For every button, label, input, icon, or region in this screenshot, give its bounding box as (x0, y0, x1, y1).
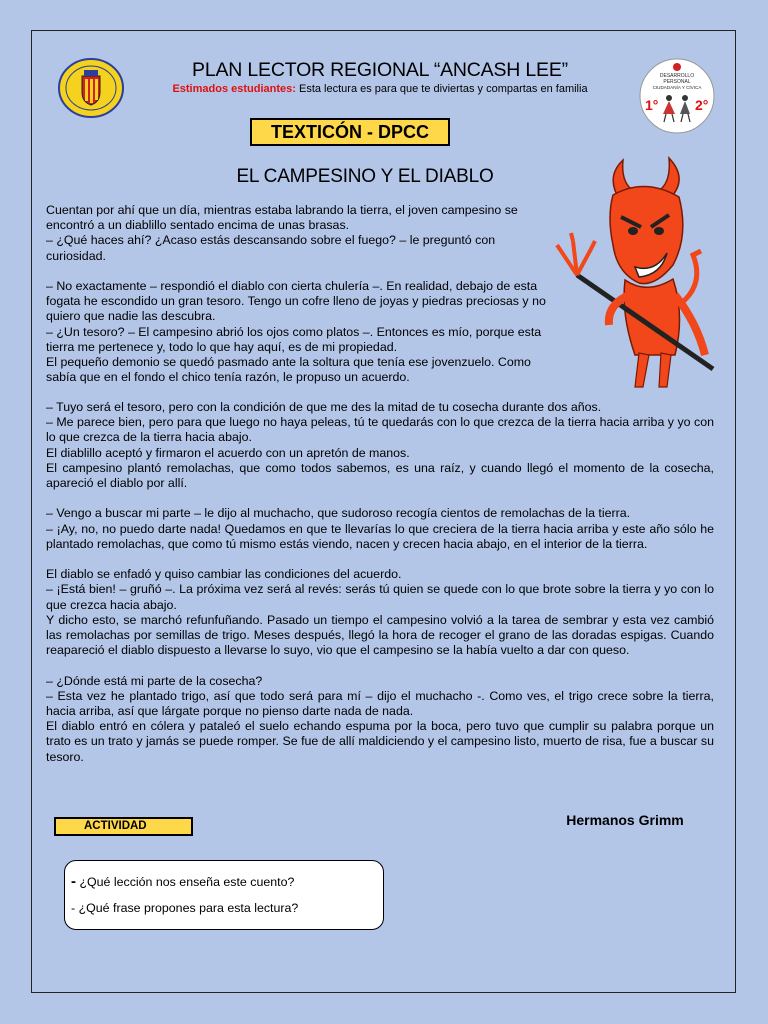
story-paragraph: – Esta vez he plantado trigo, así que todo será para mí – dijo el muchacho -. Como ves, el trigo crece sobre la tierra, hacia arriba, así que lárgate porque no pienso darte nada de nada. (46, 688, 714, 719)
devil-with-pitchfork-icon (555, 155, 720, 400)
svg-text:1°: 1° (645, 97, 659, 113)
story-paragraph: – Tuyo será el tesoro, pero con la condición de que me des la mitad de tu cosecha durante dos años. (46, 400, 602, 414)
program-subtitle (130, 83, 630, 95)
svg-text:2°: 2° (695, 97, 709, 113)
story-paragraph: – ¡Ay, no, no puedo darte nada! Quedamos en que te llevarías lo que creciera de la tierra hacia arriba y este año sólo he plantado remolachas, que como tú mismo estás viendo, nacen y crecen hacia abajo, en el interior de la tierra. (46, 521, 714, 551)
story-paragraph: – Me parece bien, pero para que luego no haya peleas, tú te quedarás con lo que crezca de la tierra hacia arriba y yo con lo que crezca de la tierra hacia abajo. (46, 415, 714, 445)
story-paragraph: El campesino plantó remolachas, que como todos sabemos, es una raíz, y cuando llegó el momento de la cosecha, apareció el diablo por allí. (46, 460, 714, 491)
subtitle-text: Esta lectura es para que te diviertas y compartas en familia (295, 83, 588, 95)
story-paragraph: – ¿Un tesoro? – El campesino abrió los ojos como platos –. Entonces es mío, porque esta tierra me pertenece y, todo lo que hay aquí, es de mi propiedad. (46, 324, 542, 354)
svg-text:CIUDADANÍA Y CÍVICA: CIUDADANÍA Y CÍVICA (652, 85, 702, 90)
civics-dancers-icon (636, 58, 718, 134)
story-paragraph: – Vengo a buscar mi parte – le dijo al muchacho, que sudoroso recogía cientos de remolachas de la tierra. (46, 506, 631, 521)
svg-text:PERSONAL: PERSONAL (663, 79, 691, 85)
story-paragraph: – ¿Dónde está mi parte de la cosecha? (46, 673, 263, 688)
story-paragraph: – No exactamente – respondió el diablo con cierta chulería –. En realidad, debajo de esta fogata he escondido un gran tesoro. Tengo un cofre lleno de joyas y piedras preciosas y no quiero que nadie las descubra. (46, 279, 546, 324)
story-paragraph: Y dicho esto, se marchó refunfuñando. Pasado un tiempo el campesino volvió a la tarea de sembrar y esta vez cambió las remolachas por semillas de trigo. Meses después, llegó la hora de recoger el grano de las doradas espigas. Cuando reapareció el diablo dispuesto a llevarse lo suyo, vio que el campesino se la había vuelto a dar con queso. (46, 612, 714, 658)
story-paragraph: Cuentan por ahí que un día, mientras estaba labrando la tierra, el joven campesino se encontró a un diablillo sentado encima de unas brasas. (46, 203, 518, 233)
texticon-badge: TEXTICÓN - DPCC (250, 118, 450, 146)
story-paragraph: El pequeño demonio se quedó pasmado ante la soltura que tenía ese jovenzuelo. Como sabía que en el fondo el chico tenía razón, le propuso un acuerdo. (46, 355, 531, 385)
question-1 (71, 873, 294, 890)
question-1-text: ¿Qué lección nos enseña este cuento? (76, 875, 295, 889)
story-paragraph: El diablo se enfadó y quiso cambiar las condiciones del acuerdo. (46, 567, 402, 582)
question-2: - ¿Qué frase propones para esta lectura? (71, 901, 299, 915)
svg-text:DESARROLLO: DESARROLLO (659, 73, 695, 79)
activity-questions-box (64, 860, 384, 930)
story-paragraph: – ¡Está bien! – gruñó –. La próxima vez será al revés: serás tú quien se quede con lo que brote sobre la tierra y yo con lo que crezca hacia abajo. (46, 582, 714, 612)
subtitle-label: Estimados estudiantes: (172, 83, 296, 95)
activity-label: ACTIVIDAD (54, 817, 193, 836)
story-paragraph: El diablillo aceptó y firmaron el acuerdo con un apretón de manos. (46, 445, 410, 460)
story-paragraph: – ¿Qué haces ahí? ¿Acaso estás descansando sobre el fuego? – le preguntó con curiosidad. (46, 233, 496, 263)
program-title: PLAN LECTOR REGIONAL “ANCASH LEE” (192, 59, 568, 81)
story-intro (46, 203, 546, 385)
question-dash: - (71, 873, 76, 890)
story-body (46, 400, 714, 765)
story-title: EL CAMPESINO Y EL DIABLO (236, 166, 494, 187)
school-crest-icon (58, 58, 124, 118)
story-paragraph: El diablo entró en cólera y pataleó el suelo echando espuma por la boca, pero tuvo que cumplir su palabra porque un trato es un trato y jamás se puede romper. Se fue de allí maldiciendo y el campesino listo, muerto de risa, fue a buscar su tesoro. (46, 719, 714, 764)
story-author: Hermanos Grimm (566, 812, 684, 828)
